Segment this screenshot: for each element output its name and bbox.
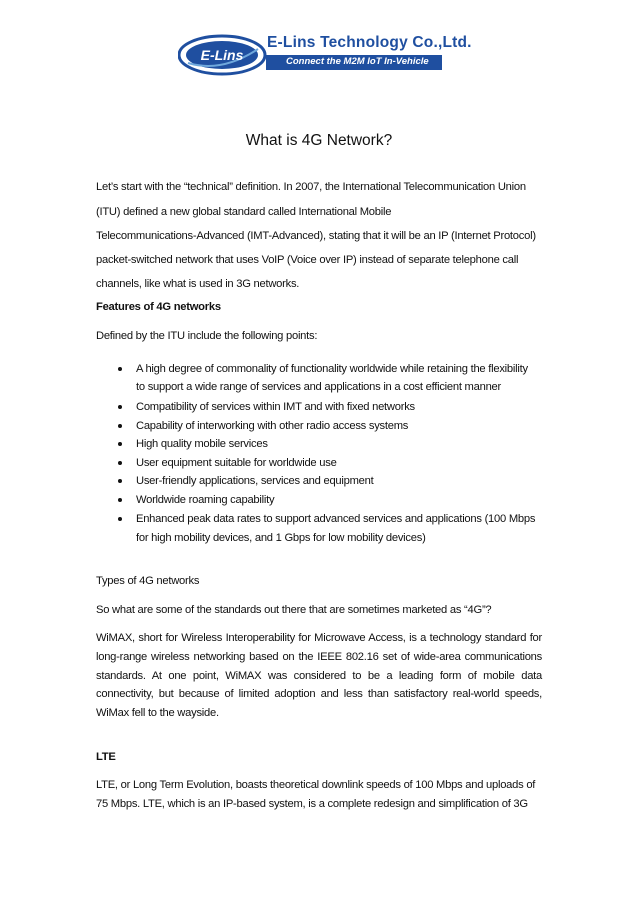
features-lead: Defined by the ITU include the following points: [96, 330, 318, 342]
company-tagline: Connect the M2M IoT In-Vehicle [286, 56, 429, 67]
types-heading: Types of 4G networks [96, 575, 200, 587]
wimax-line: standards. At one point, WiMAX was considered to be a leading form of mobile data [96, 670, 542, 682]
bullet-icon [118, 517, 122, 521]
lte-heading: LTE [96, 751, 116, 763]
document-page: E-Lins E-Lins Technology Co.,Ltd. Connect the M2M IoT In-Vehicle What is 4G Network? Let’s start with the “technical” definition. In 2007, the International Telecommunication Union (ITU) defined a new global standard called International Mobile Telecommunications-Advanced (IMT-Advanced), stating that it will be an IP (Internet Protocol) packet-switched network that uses VoIP (Voice over IP) instead of separate telephone call channels, like what is used in 3G networks. Features of 4G networks Defined by the ITU include the following points: A high degree of commonality of functionality worldwide while retaining the flexibility to support a wide range of services and applications in a cost efficient manner Compatibility of services within IMT and with fixed networks Capability of interworking with other radio access systems High quality mobile services User equipment suitable for worldwide use User-friendly applications, services and equipment Worldwide roaming capability Enhanced peak data rates to support advanced services and applications (100 Mbps for high mobility devices, and 1 Gbps for low mobility devices) Types of 4G networks So what are some of the standards out there that are sometimes marketed as “4G”? WiMAX, short for Wireless Interoperability for Microwave Access, is a technology standard for long-range wireless networking based on the IEEE 802.16 set of wide-area communications standards. At one point, WiMAX was considered to be a leading form of mobile data connectivity, but because of limited adoption and less than satisfactory real-world speeds, WiMax fell to the wayside. LTE LTE, or Long Term Evolution, boasts theoretical downlink speeds of 100 Mbps and uploads of 75 Mbps. LTE, which is an IP-based system, is a complete redesign and simplification of 3G [0, 0, 638, 903]
bullet-icon [118, 498, 122, 502]
logo-oval-icon [178, 33, 268, 77]
bullet-icon [118, 442, 122, 446]
bullet-icon [118, 461, 122, 465]
bullet-icon [118, 424, 122, 428]
wimax-line: long-range wireless networking based on the IEEE 802.16 set of wide-area communications [96, 651, 542, 663]
wimax-line: connectivity, but because of limited adoption and less than satisfactory real-world speeds, [96, 688, 542, 700]
logo-text: E-Lins [200, 47, 244, 63]
bullet-icon [118, 479, 122, 483]
wimax-line: WiMax fell to the wayside. [96, 707, 219, 719]
bullet-icon [118, 405, 122, 409]
types-question: So what are some of the standards out there that are sometimes marketed as “4G”? [96, 604, 492, 616]
bullet-icon [118, 367, 122, 371]
company-name: E-Lins Technology Co.,Ltd. [267, 34, 472, 51]
wimax-line: WiMAX, short for Wireless Interoperability for Microwave Access, is a technology standard for [96, 632, 542, 644]
company-logo [178, 33, 472, 83]
features-heading: Features of 4G networks [96, 301, 221, 313]
page-title: What is 4G Network? [245, 132, 393, 149]
